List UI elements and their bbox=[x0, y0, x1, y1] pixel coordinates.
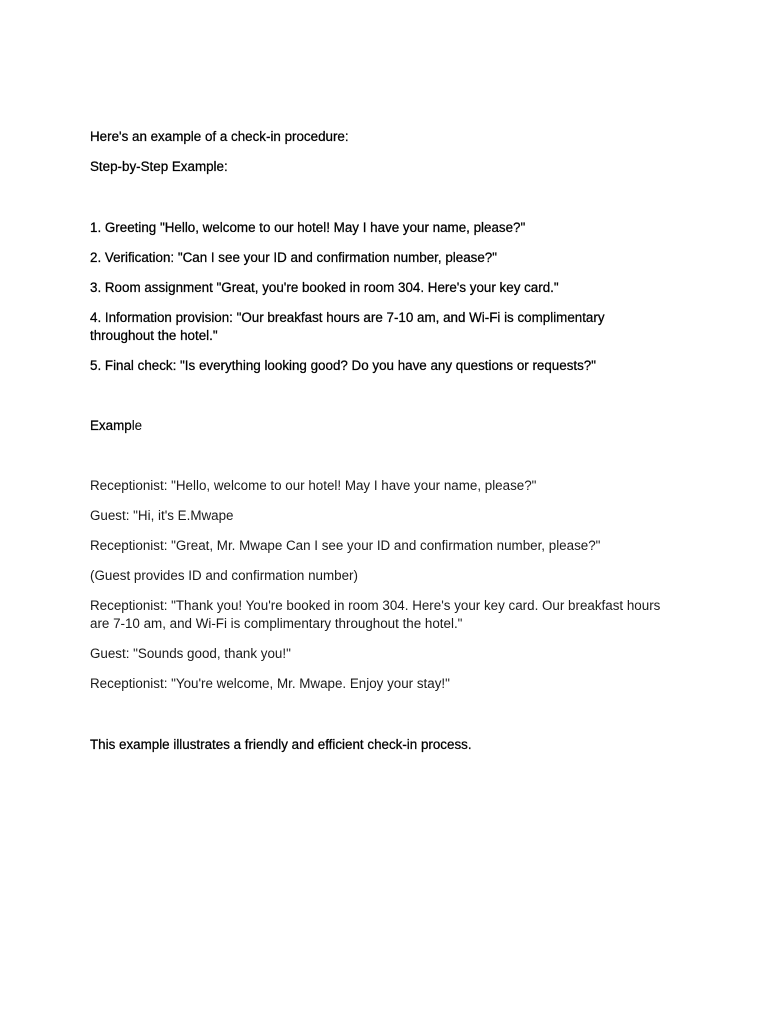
step-5: 5. Final check: "Is everything looking good? Do you have any questions or requests?" bbox=[90, 358, 597, 373]
step-4: 4. Information provision: "Our breakfast hours are 7-10 am, and Wi-Fi is complimentary throughout the hotel." bbox=[90, 310, 605, 343]
dialogue-line-3: Receptionist: "Great, Mr. Mwape Can I see your ID and confirmation number, please?" bbox=[90, 538, 601, 553]
example-title-tail: le bbox=[131, 418, 143, 433]
step-2: 2. Verification: "Can I see your ID and confirmation number, please?" bbox=[90, 250, 497, 265]
dialogue-line-1: Receptionist: "Hello, welcome to our hotel! May I have your name, please?" bbox=[90, 478, 537, 493]
dialogue-line-7: Receptionist: "You're welcome, Mr. Mwape. Enjoy your stay!" bbox=[90, 676, 450, 691]
dialogue-line-2: Guest: "Hi, it's E.Mwape bbox=[90, 508, 234, 523]
step-1: 1. Greeting "Hello, welcome to our hotel! May I have your name, please?" bbox=[90, 220, 526, 235]
step-3: 3. Room assignment "Great, you're booked in room 304. Here's your key card." bbox=[90, 280, 559, 295]
conclusion: This example illustrates a friendly and efficient check-in process. bbox=[90, 737, 472, 752]
dialogue-line-6: Guest: "Sounds good, thank you!" bbox=[90, 646, 291, 661]
dialogue-line-4: (Guest provides ID and confirmation number) bbox=[90, 568, 358, 583]
step-by-step-heading: Step-by-Step Example: bbox=[90, 159, 228, 174]
example-title-main: Examp bbox=[90, 418, 132, 433]
intro-heading: Here's an example of a check-in procedure: bbox=[90, 129, 349, 144]
dialogue-line-5: Receptionist: "Thank you! You're booked in room 304. Here's your key card. Our breakfast hours are 7-10 am, and Wi-Fi is complimentary throughout the hotel." bbox=[90, 598, 661, 631]
example-title bbox=[90, 417, 690, 435]
